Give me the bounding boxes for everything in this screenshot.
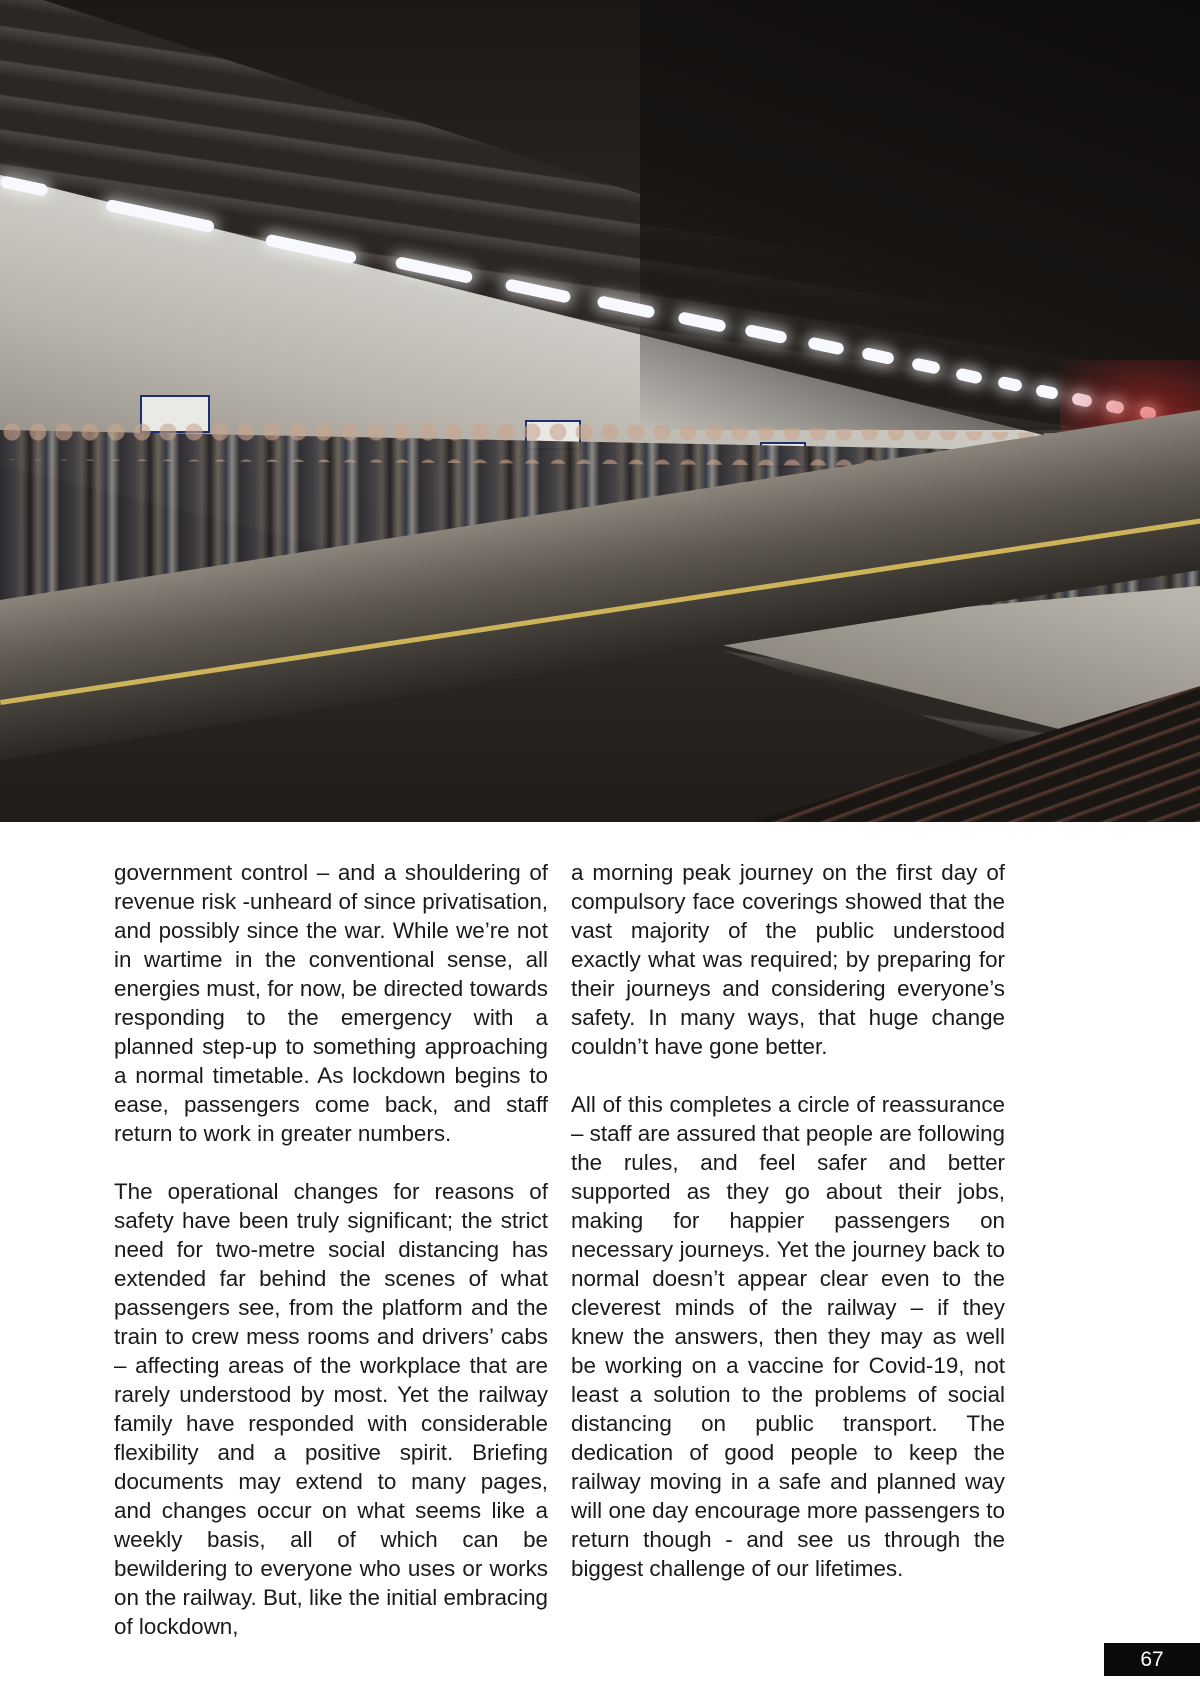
article-column-right	[571, 858, 1005, 1612]
article-paragraph: a morning peak journey on the first day of compulsory face coverings showed that the vast majority of the public understood exactly what was required; by preparing for their journeys and considering everyone’s safety. In many ways, that huge change couldn’t have gone better.	[571, 860, 1005, 1059]
platform-crowd-photo	[0, 0, 1200, 822]
article-paragraph: The operational changes for reasons of safety have been truly significant; the strict need for two-metre social distancing has extended far behind the scenes of what passengers see, from the platform and the train to crew mess rooms and drivers’ cabs – affecting areas of the workplace that are rarely understood by most. Yet the railway family have responded with considerable flexibility and a positive spirit. Briefing documents may extend to many pages, and changes occur on what seems like a weekly basis, all of which can be bewildering to everyone who uses or works on the railway. But, like the initial embracing of lockdown,	[114, 1179, 548, 1639]
page-number-box	[1104, 1643, 1200, 1676]
article-paragraph: All of this completes a circle of reassurance – staff are assured that people are following the rules, and feel safer and better supported as they go about their jobs, making for happier passengers on necessary journeys. Yet the journey back to normal doesn’t appear clear even to the cleverest minds of the railway – if they knew the answers, then they may as well be working on a vaccine for Covid-19, not least a solution to the problems of social distancing on public transport. The dedication of good people to keep the railway moving in a safe and planned way will one day encourage more passengers to return though - and see us through the biggest challenge of our lifetimes.	[571, 1092, 1005, 1581]
article-column-left	[114, 858, 548, 1670]
page-number: 67	[1140, 1648, 1164, 1671]
article-paragraph: government control – and a shouldering of revenue risk -unheard of since privatisation, and possibly since the war. While we’re not in wartime in the conventional sense, all energies must, for now, be directed towards responding to the emergency with a planned step-up to something approaching a normal timetable. As lockdown begins to ease, passengers come back, and staff return to work in greater numbers.	[114, 860, 548, 1146]
